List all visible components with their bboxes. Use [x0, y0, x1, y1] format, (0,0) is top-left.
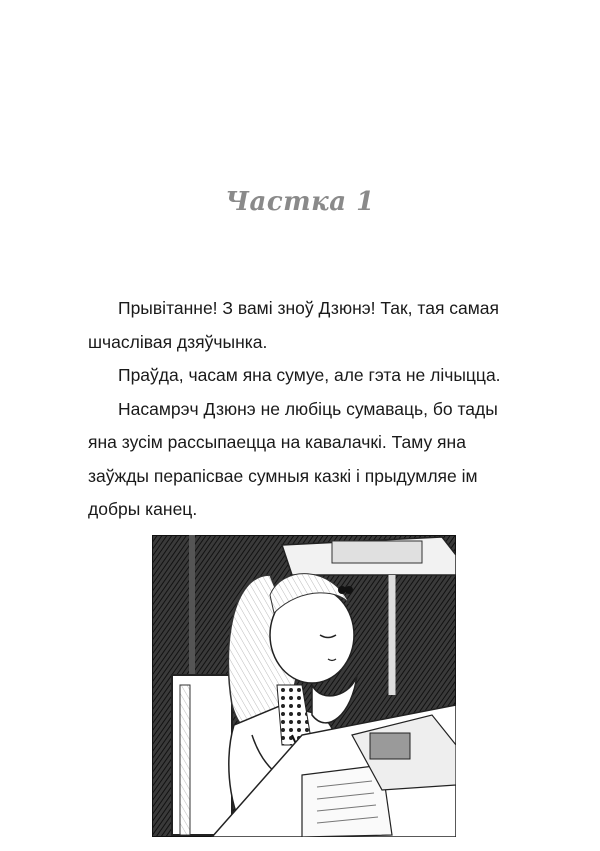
chapter-title: Частка 1 — [225, 187, 375, 217]
paragraph: Насамрэч Дзюнэ не любіць сумаваць, бо тады яна зусім рассыпаецца на кавалачкі. Таму яна заўжды перапісвае сумныя казкі і прыдумляе ім добры канец. — [88, 398, 498, 519]
illustration-girl-writing — [152, 535, 456, 837]
body-text — [88, 292, 528, 527]
paragraph: Праўда, часам яна сумуе, але гэта не лічыцца. — [118, 365, 501, 385]
paragraph: Прывітанне! З вамі зноў Дзюнэ! Так, тая самая шчаслівая дзяўчынка. — [88, 298, 500, 352]
